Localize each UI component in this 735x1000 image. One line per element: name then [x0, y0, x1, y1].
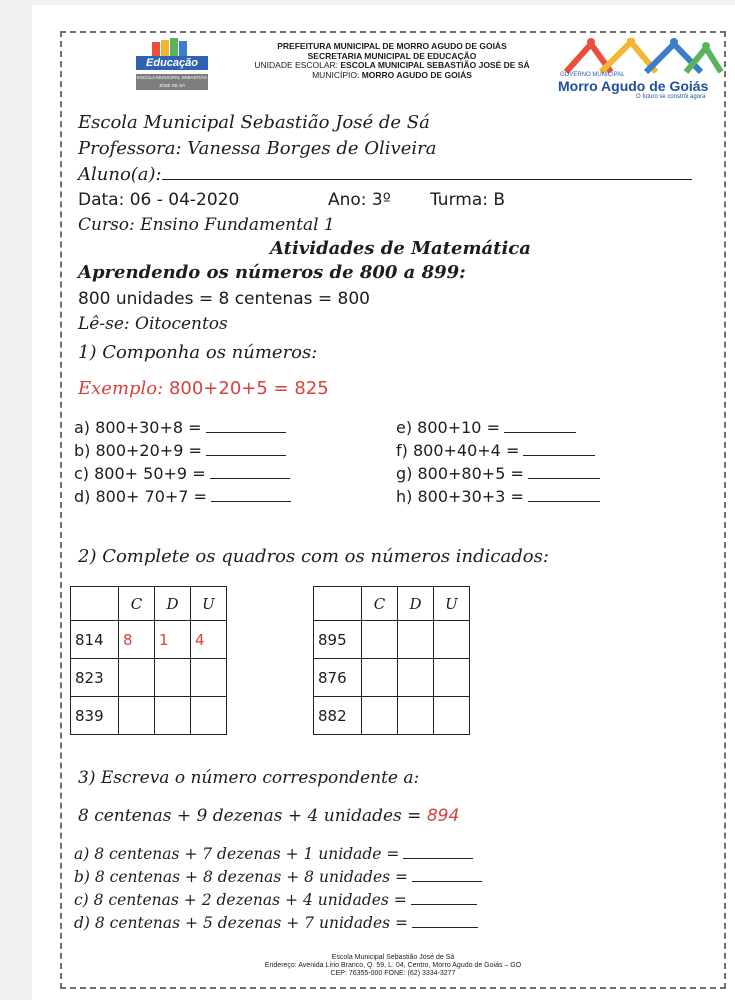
number-cell: 895: [314, 621, 362, 659]
exercise-item: d) 8 centenas + 5 dezenas + 7 unidades =: [74, 914, 478, 932]
page-footer: [60, 954, 726, 978]
education-logo-icon: [132, 38, 212, 58]
table-corner: [314, 587, 362, 621]
header-line-1: PREFEITURA MUNICIPAL DE MORRO AGUDO DE GOIÁS: [277, 41, 507, 51]
digit-cell-d[interactable]: [398, 659, 434, 697]
exercise-item: b) 800+20+9 =: [74, 441, 286, 460]
digit-cell-d[interactable]: 1: [155, 621, 191, 659]
table-row: [314, 621, 470, 659]
digit-cell-u[interactable]: 4: [191, 621, 227, 659]
exercise-item: h) 800+30+3 =: [396, 487, 600, 506]
answer-blank[interactable]: [411, 904, 477, 905]
table-header-cell: C: [362, 587, 398, 621]
header-line-2: SECRETARIA MUNICIPAL DE EDUCAÇÃO: [307, 50, 477, 61]
footer-line-3: CEP: 76355-000 FONE: (62) 3334-3277: [330, 970, 456, 977]
digit-cell-c[interactable]: [362, 621, 398, 659]
table-header-cell: C: [119, 587, 155, 621]
digit-cell-c[interactable]: [119, 697, 155, 735]
exercise-item: e) 800+10 =: [396, 418, 576, 437]
municipality-logo: [556, 38, 726, 100]
table-header-cell: U: [434, 587, 470, 621]
answer-blank[interactable]: [206, 432, 286, 433]
header-text: [230, 42, 554, 80]
intro-line-1: 800 unidades = 8 centenas = 800: [78, 289, 370, 309]
education-logo-subtitle: ESCOLA MUNICIPAL SEBASTIÃO JOSÉ DE SÁ: [136, 75, 208, 88]
table-corner: [71, 587, 119, 621]
digit-cell-d[interactable]: [155, 659, 191, 697]
digit-cell-c[interactable]: [362, 659, 398, 697]
exercise-item: a) 8 centenas + 7 dezenas + 1 unidade =: [74, 845, 473, 863]
answer-blank[interactable]: [528, 501, 600, 502]
answer-blank[interactable]: [403, 858, 473, 859]
intro-line-2: Lê-se: Oitocentos: [78, 314, 228, 334]
question-1-example: Exemplo: 800+20+5 = 825: [78, 378, 329, 399]
teacher-name: Professora: Vanessa Borges de Oliveira: [78, 138, 437, 159]
digit-cell-u[interactable]: [434, 697, 470, 735]
place-value-table-2: [313, 586, 470, 735]
page-title: Atividades de Matemática: [270, 238, 531, 259]
footer-line-1: Escola Municipal Sebastião José de Sá: [331, 954, 455, 961]
digit-cell-u[interactable]: [434, 621, 470, 659]
answer-blank[interactable]: [412, 927, 478, 928]
exercise-item: g) 800+80+5 =: [396, 464, 600, 483]
table-row: [314, 697, 470, 735]
school-name: Escola Municipal Sebastião José de Sá: [78, 112, 430, 133]
digit-cell-c[interactable]: [119, 659, 155, 697]
question-1-title: 1) Componha os números:: [78, 342, 318, 363]
municipality-gov-label: GOVERNO MUNICIPAL: [560, 72, 625, 78]
education-logo-word: Educação: [136, 56, 208, 70]
number-cell: 814: [71, 621, 119, 659]
year-field: Ano: 3º: [328, 190, 391, 210]
exercise-item: b) 8 centenas + 8 dezenas + 8 unidades =: [74, 868, 482, 886]
answer-blank[interactable]: [523, 455, 595, 456]
digit-cell-c[interactable]: [362, 697, 398, 735]
digit-cell-d[interactable]: [398, 621, 434, 659]
number-cell: 823: [71, 659, 119, 697]
table-header-cell: D: [155, 587, 191, 621]
answer-blank[interactable]: [206, 455, 286, 456]
people-logo-icon: [556, 38, 726, 74]
student-field: Aluno(a):: [78, 164, 692, 185]
footer-line-2: Endereço: Avenida Lírio Branco, Q. 59, L. 04, Centro, Morro Agudo de Goiás – GO: [264, 962, 522, 969]
exercise-item: d) 800+ 70+7 =: [74, 487, 291, 506]
municipality-name: Morro Agudo de Goiás: [558, 78, 709, 94]
question-2-title: 2) Complete os quadros com os números indicados:: [78, 546, 549, 567]
education-logo: [132, 38, 212, 96]
digit-cell-d[interactable]: [155, 697, 191, 735]
table-row: [71, 621, 227, 659]
table-row: [71, 697, 227, 735]
number-cell: 876: [314, 659, 362, 697]
place-value-table-1: [70, 586, 227, 735]
table-header-cell: U: [191, 587, 227, 621]
number-cell: 882: [314, 697, 362, 735]
answer-blank[interactable]: [528, 478, 600, 479]
answer-blank[interactable]: [504, 432, 576, 433]
digit-cell-u[interactable]: [191, 659, 227, 697]
table-header-cell: D: [398, 587, 434, 621]
answer-blank[interactable]: [211, 501, 291, 502]
header-line-4: MUNICÍPIO: MORRO AGUDO DE GOIÁS: [312, 69, 472, 80]
header-line-3: UNIDADE ESCOLAR: ESCOLA MUNICIPAL SEBASTIÃO JOSÉ DE SÁ: [254, 60, 530, 71]
table-row: [71, 659, 227, 697]
municipality-slogan: O futuro se constrói agora: [636, 94, 706, 100]
course-field: Curso: Ensino Fundamental 1: [78, 215, 335, 235]
digit-cell-d[interactable]: [398, 697, 434, 735]
class-field: Turma: B: [430, 190, 506, 210]
digit-cell-c[interactable]: 8: [119, 621, 155, 659]
number-cell: 839: [71, 697, 119, 735]
question-3-title: 3) Escreva o número correspondente a:: [78, 768, 420, 788]
exercise-item: c) 8 centenas + 2 dezenas + 4 unidades =: [74, 891, 477, 909]
answer-blank[interactable]: [412, 881, 482, 882]
table-row: [314, 659, 470, 697]
question-3-example: 8 centenas + 9 dezenas + 4 unidades = 894: [78, 806, 460, 826]
date-field: Data: 06 - 04-2020: [78, 190, 240, 210]
exercise-item: c) 800+ 50+9 =: [74, 464, 290, 483]
intro-heading: Aprendendo os números de 800 a 899:: [78, 262, 466, 283]
digit-cell-u[interactable]: [191, 697, 227, 735]
answer-blank[interactable]: [210, 478, 290, 479]
exercise-item: f) 800+40+4 =: [396, 441, 595, 460]
digit-cell-u[interactable]: [434, 659, 470, 697]
exercise-item: a) 800+30+8 =: [74, 418, 286, 437]
